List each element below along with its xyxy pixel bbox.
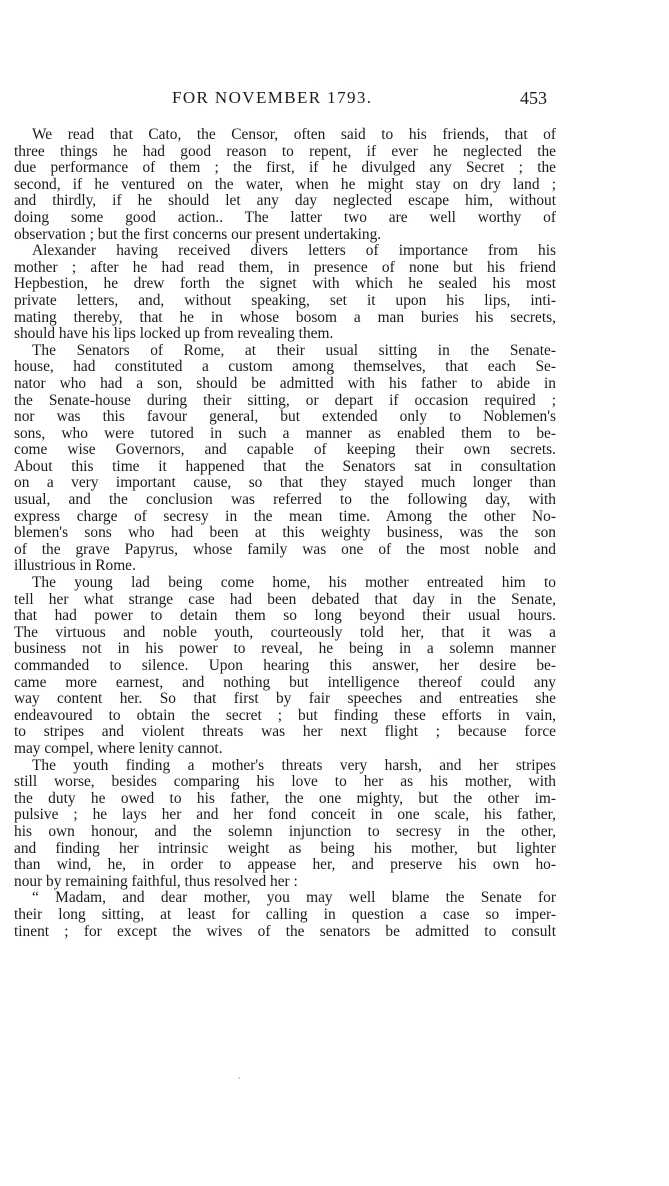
- text-line: The virtuous and noble youth, courteously told her, that it was a: [14, 624, 556, 641]
- text-line: The youth finding a mother's threats very harsh, and her stripes: [32, 757, 556, 774]
- text-line: doing some good action.. The latter two are well worthy of: [14, 209, 556, 226]
- text-line: come wise Governors, and capable of keeping their own secrets.: [14, 442, 556, 459]
- text-line: illustrious in Rome.: [14, 558, 136, 575]
- text-line: on a very important cause, so that they stayed much longer than: [14, 475, 556, 492]
- paper-fleck: [238, 1077, 240, 1079]
- text-line: still worse, besides comparing his love to her as his mother, with: [14, 774, 556, 791]
- text-line: due performance of them ; the first, if he divulged any Secret ; the: [14, 160, 556, 177]
- text-line: nour by remaining faithful, thus resolved her :: [14, 873, 298, 890]
- text-line: to stripes and violent threats was her next flight ; because force: [14, 724, 556, 741]
- text-line: house, had constituted a custom among themselves, that each Se-: [14, 359, 556, 376]
- text-line: way content her. So that first by fair speeches and entreaties she: [14, 691, 556, 708]
- text-line: The young lad being come home, his mother entreated him to: [32, 575, 556, 592]
- text-line: of the grave Papyrus, whose family was one of the most noble and: [14, 541, 556, 558]
- text-line: express charge of secresy in the mean time. Among the other No-: [14, 508, 556, 525]
- text-line: usual, and the conclusion was referred to the following day, with: [14, 492, 556, 509]
- text-line: and finding her intrinsic weight as being his mother, but lighter: [14, 840, 556, 857]
- text-line: the Senate-house during their sitting, or depart if occasion required ;: [14, 392, 556, 409]
- text-line: tinent ; for except the wives of the senators be admitted to consult: [14, 923, 556, 940]
- text-line: may compel, where lenity cannot.: [14, 740, 223, 757]
- body-text: [14, 127, 556, 940]
- text-line: endeavoured to obtain the secret ; but finding these efforts in vain,: [14, 707, 556, 724]
- text-line: nor was this favour general, but extended only to Noblemen's: [14, 409, 556, 426]
- text-line: that had power to detain them so long beyond their usual hours.: [14, 608, 556, 625]
- text-line: came more earnest, and nothing but intelligence thereof could any: [14, 674, 556, 691]
- page-number: 453: [520, 88, 547, 108]
- text-line: Hepbestion, he drew forth the signet with which he sealed his most: [14, 276, 556, 293]
- text-line: the duty he owed to his father, the one mighty, but the other im-: [14, 790, 556, 807]
- text-line: commanded to silence. Upon hearing this answer, her desire be-: [14, 658, 556, 674]
- text-line: “ Madam, and dear mother, you may well blame the Senate for: [32, 890, 556, 907]
- text-line: observation ; but the first concerns our present undertaking.: [14, 226, 382, 243]
- text-line: his own honour, and the solemn injunction to secresy in the other,: [14, 823, 556, 840]
- text-line: business not in his power to reveal, he being in a solemn manner: [14, 641, 556, 658]
- text-line: private letters, and, without speaking, set it upon his lips, inti-: [14, 292, 556, 309]
- text-line: pulsive ; he lays her and her fond conceit in one scale, his father,: [14, 807, 556, 824]
- text-line: blemen's sons who had been at this weighty business, was the son: [14, 525, 556, 542]
- text-line: second, if he ventured on the water, when he might stay on dry land ;: [14, 176, 556, 193]
- text-line: and thirdly, if he should let any day neglected escape him, without: [14, 193, 556, 210]
- running-head: FOR NOVEMBER 1793.: [172, 88, 373, 107]
- text-line: than wind, he, in order to appease her, and preserve his own ho-: [14, 857, 556, 874]
- text-line: mating thereby, that he in whose bosom a man buries his secrets,: [14, 309, 556, 326]
- text-line: three things he had good reason to repent, if ever he neglected the: [14, 143, 556, 160]
- text-line: their long sitting, at least for calling in question a case so imper-: [14, 906, 556, 923]
- text-line: tell her what strange case had been debated that day in the Senate,: [14, 591, 556, 608]
- page-header: [0, 88, 669, 114]
- text-line: sons, who were tutored in such a manner as enabled them to be-: [14, 425, 556, 442]
- text-line: nator who had a son, should be admitted with his father to abide in: [14, 375, 556, 392]
- text-line: Alexander having received divers letters of importance from his: [32, 243, 556, 260]
- text-line: We read that Cato, the Censor, often said to his friends, that of: [32, 127, 556, 143]
- text-line: should have his lips locked up from revealing them.: [14, 326, 334, 343]
- text-line: About this time it happened that the Senators sat in consultation: [14, 458, 556, 475]
- text-line: mother ; after he had read them, in presence of none but his friend: [14, 259, 556, 276]
- text-line: The Senators of Rome, at their usual sitting in the Senate-: [32, 342, 556, 359]
